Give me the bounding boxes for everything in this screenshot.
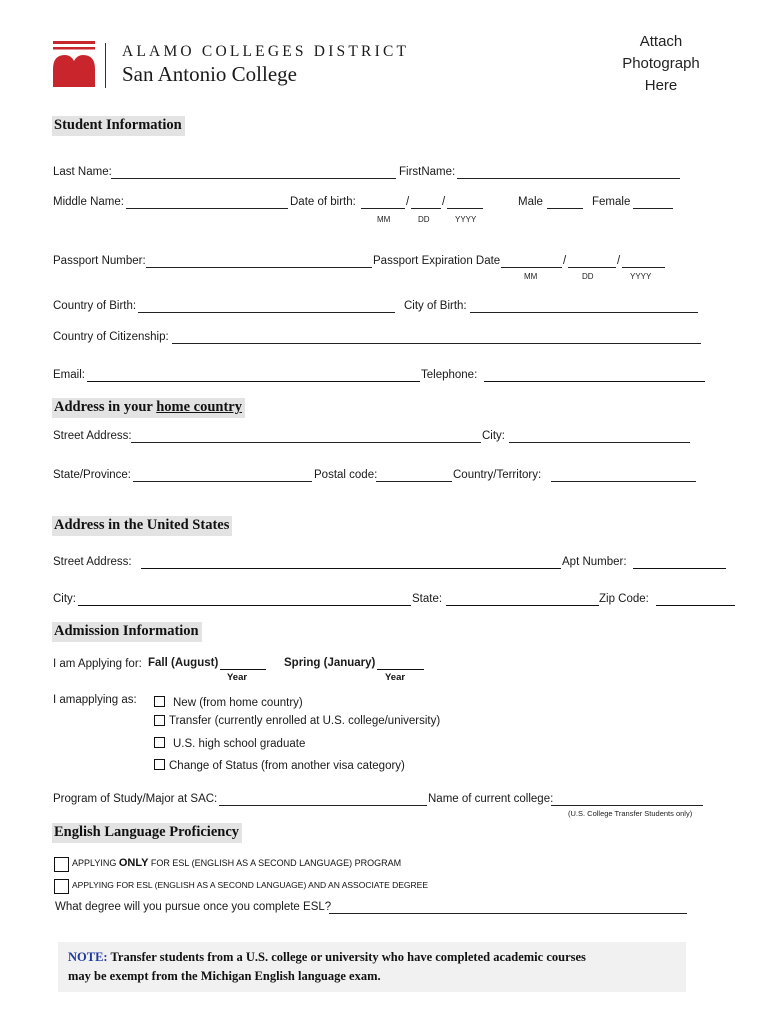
last-name-field[interactable] — [111, 178, 396, 179]
last-name-label: Last Name: — [53, 166, 112, 178]
attach-line-1: Attach — [639, 33, 683, 50]
home-postal-field[interactable] — [376, 481, 452, 482]
home-address-heading-underlined: home country — [156, 399, 242, 415]
country-birth-field[interactable] — [138, 312, 395, 313]
home-postal-label: Postal code: — [314, 469, 378, 481]
telephone-label: Telephone: — [421, 369, 478, 381]
home-city-label: City: — [482, 430, 505, 442]
option-new-label: New (from home country) — [173, 697, 303, 709]
telephone-field[interactable] — [484, 381, 705, 382]
city-birth-label: City of Birth: — [404, 300, 467, 312]
country-birth-label: Country of Birth: — [53, 300, 137, 312]
us-address-heading: Address in the United States — [52, 516, 232, 536]
applying-as-label: I amapplying as: — [53, 694, 137, 706]
male-field[interactable] — [547, 208, 583, 209]
note-line-2: may be exempt from the Michigan English language exam. — [68, 969, 381, 983]
option-change-status-checkbox[interactable] — [154, 759, 165, 770]
fall-year-hint: Year — [227, 672, 248, 683]
district-name: ALAMO COLLEGES DISTRICT — [122, 43, 410, 60]
program-field[interactable] — [219, 805, 427, 806]
us-state-label: State: — [412, 593, 443, 605]
dob-yyyy-hint: YYYY — [455, 215, 477, 224]
dob-month-field[interactable] — [361, 208, 405, 209]
middle-name-label: Middle Name: — [53, 196, 124, 208]
program-label: Program of Study/Major at SAC: — [53, 793, 218, 805]
note-line-1 — [68, 948, 676, 967]
dob-mm-hint: MM — [377, 215, 391, 224]
middle-name-field[interactable] — [126, 208, 288, 209]
spring-year-hint: Year — [385, 672, 406, 683]
home-state-label: State/Province: — [53, 469, 131, 481]
us-street-field[interactable] — [141, 568, 561, 569]
dob-dd-hint: DD — [418, 215, 430, 224]
option-transfer-label: Transfer (currently enrolled at U.S. college/university) — [169, 715, 441, 727]
option-change-status-label: Change of Status (from another visa category) — [169, 760, 405, 772]
logo-divider — [105, 43, 106, 88]
passport-number-label: Passport Number: — [53, 255, 146, 267]
home-street-field[interactable] — [131, 442, 481, 443]
esl-only-text-b: ONLY — [118, 857, 149, 869]
home-address-heading-prefix: Address in your — [54, 399, 157, 415]
first-name-label: FirstName: — [399, 166, 456, 178]
college-name: San Antonio College — [122, 62, 297, 86]
spring-label: Spring (January) — [284, 657, 376, 669]
esl-degree-label: APPLYING FOR ESL (ENGLISH AS A SECOND LANGUAGE) AND AN ASSOCIATE DEGREE — [72, 880, 428, 890]
current-college-field[interactable] — [551, 805, 703, 806]
exp-yyyy-hint: YYYY — [630, 272, 652, 281]
home-state-field[interactable] — [133, 481, 312, 482]
female-label: Female — [592, 196, 631, 208]
home-street-label: Street Address: — [53, 430, 132, 442]
spring-year-field[interactable] — [377, 669, 424, 670]
country-citizenship-field[interactable] — [172, 343, 701, 344]
passport-exp-label: Passport Expiration Date — [373, 255, 501, 267]
degree-question-label: What degree will you pursue once you complete ESL? — [55, 901, 332, 913]
us-city-label: City: — [53, 593, 76, 605]
us-apt-field[interactable] — [633, 568, 726, 569]
exp-separator-1: / — [563, 255, 567, 267]
dob-year-field[interactable] — [447, 208, 483, 209]
email-label: Email: — [53, 369, 85, 381]
fall-year-field[interactable] — [220, 669, 266, 670]
home-country-field[interactable] — [551, 481, 696, 482]
female-field[interactable] — [633, 208, 673, 209]
exp-mm-hint: MM — [524, 272, 538, 281]
city-birth-field[interactable] — [470, 312, 698, 313]
passport-exp-year-field[interactable] — [622, 267, 665, 268]
passport-number-field[interactable] — [146, 267, 372, 268]
attach-line-3: Here — [644, 77, 678, 94]
email-field[interactable] — [87, 381, 420, 382]
home-address-heading — [52, 398, 245, 418]
esl-only-checkbox[interactable] — [54, 857, 69, 872]
dob-day-field[interactable] — [411, 208, 441, 209]
esl-only-text-c: FOR ESL (ENGLISH AS A SECOND LANGUAGE) PROGRAM — [148, 858, 402, 868]
transfer-students-note: (U.S. College Transfer Students only) — [568, 809, 693, 818]
us-zip-label: Zip Code: — [599, 593, 649, 605]
note-box — [58, 942, 686, 992]
first-name-field[interactable] — [457, 178, 680, 179]
logo-mark-icon — [53, 41, 95, 87]
exp-separator-2: / — [617, 255, 621, 267]
dob-separator-1: / — [406, 196, 410, 208]
dob-separator-2: / — [442, 196, 446, 208]
country-citizenship-label: Country of Citizenship: — [53, 331, 169, 343]
us-street-label: Street Address: — [53, 556, 132, 568]
exp-dd-hint: DD — [582, 272, 594, 281]
male-label: Male — [518, 196, 543, 208]
fall-label: Fall (August) — [148, 657, 219, 669]
note-text-1: Transfer students from a U.S. college or university who have completed academic courses — [107, 950, 586, 964]
us-city-field[interactable] — [78, 605, 411, 606]
dob-label: Date of birth: — [290, 196, 356, 208]
passport-exp-day-field[interactable] — [568, 267, 616, 268]
option-hs-grad-checkbox[interactable] — [154, 737, 165, 748]
us-zip-field[interactable] — [656, 605, 735, 606]
passport-exp-month-field[interactable] — [501, 267, 562, 268]
home-city-field[interactable] — [509, 442, 690, 443]
english-heading: English Language Proficiency — [52, 823, 242, 843]
current-college-label: Name of current college: — [428, 793, 554, 805]
us-state-field[interactable] — [446, 605, 599, 606]
option-transfer-checkbox[interactable] — [154, 715, 165, 726]
college-logo — [53, 41, 95, 87]
esl-degree-checkbox[interactable] — [54, 879, 69, 894]
option-new-checkbox[interactable] — [154, 696, 165, 707]
attach-line-2: Photograph — [622, 55, 700, 72]
applying-for-label: I am Applying for: — [53, 658, 142, 670]
note-label: NOTE: — [68, 950, 108, 964]
us-apt-label: Apt Number: — [562, 556, 627, 568]
admission-heading: Admission Information — [52, 622, 202, 642]
esl-only-text-a: APPLYING — [72, 858, 119, 868]
esl-only-label — [72, 857, 401, 869]
student-info-heading: Student Information — [52, 116, 185, 136]
home-country-label: Country/Territory: — [453, 469, 542, 481]
degree-question-field[interactable] — [329, 913, 687, 914]
option-hs-grad-label: U.S. high school graduate — [173, 738, 306, 750]
attach-photo-box — [600, 31, 722, 97]
